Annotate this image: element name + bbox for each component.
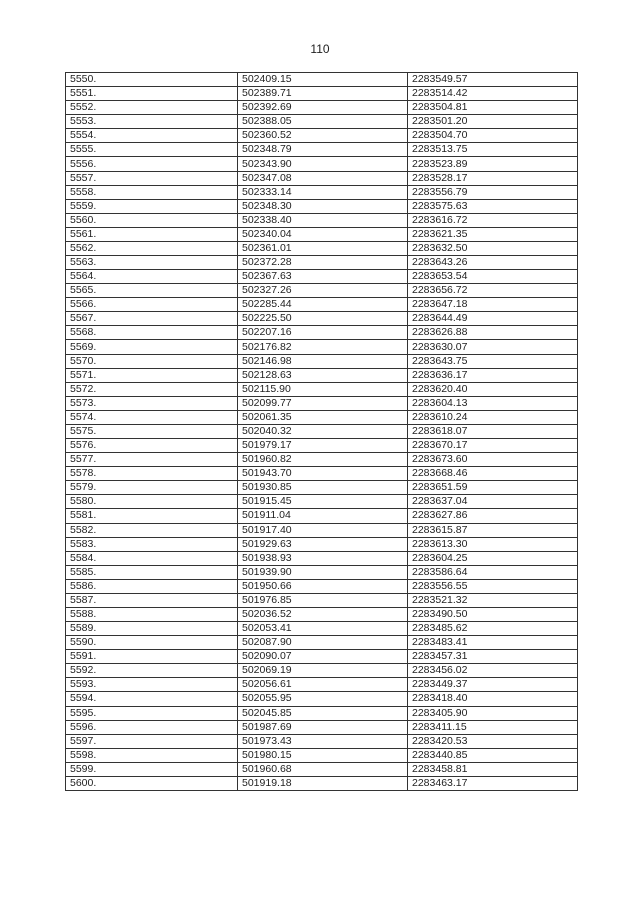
table-row xyxy=(66,692,578,706)
point-number-cell: 5572. xyxy=(66,382,238,396)
x-coordinate-cell: 502348.30 xyxy=(238,199,408,213)
x-coordinate-cell: 502115.90 xyxy=(238,382,408,396)
table-row xyxy=(66,748,578,762)
table-row xyxy=(66,115,578,129)
point-number-cell: 5557. xyxy=(66,171,238,185)
point-number-cell: 5590. xyxy=(66,636,238,650)
x-coordinate-cell: 502348.79 xyxy=(238,143,408,157)
table-row xyxy=(66,129,578,143)
x-coordinate-cell: 501938.93 xyxy=(238,551,408,565)
coordinates-table xyxy=(65,72,578,791)
y-coordinate-cell: 2283420.53 xyxy=(408,734,578,748)
x-coordinate-cell: 502087.90 xyxy=(238,636,408,650)
x-coordinate-cell: 501911.04 xyxy=(238,509,408,523)
x-coordinate-cell: 501973.43 xyxy=(238,734,408,748)
x-coordinate-cell: 502069.19 xyxy=(238,664,408,678)
x-coordinate-cell: 501960.68 xyxy=(238,762,408,776)
y-coordinate-cell: 2283610.24 xyxy=(408,410,578,424)
point-number-cell: 5594. xyxy=(66,692,238,706)
y-coordinate-cell: 2283621.35 xyxy=(408,227,578,241)
y-coordinate-cell: 2283411.15 xyxy=(408,720,578,734)
x-coordinate-cell: 502061.35 xyxy=(238,410,408,424)
x-coordinate-cell: 502372.28 xyxy=(238,256,408,270)
x-coordinate-cell: 502090.07 xyxy=(238,650,408,664)
table-row xyxy=(66,607,578,621)
y-coordinate-cell: 2283616.72 xyxy=(408,213,578,227)
y-coordinate-cell: 2283440.85 xyxy=(408,748,578,762)
y-coordinate-cell: 2283613.30 xyxy=(408,537,578,551)
y-coordinate-cell: 2283618.07 xyxy=(408,424,578,438)
point-number-cell: 5559. xyxy=(66,199,238,213)
y-coordinate-cell: 2283514.42 xyxy=(408,87,578,101)
point-number-cell: 5588. xyxy=(66,607,238,621)
table-row xyxy=(66,241,578,255)
x-coordinate-cell: 501943.70 xyxy=(238,467,408,481)
table-row xyxy=(66,101,578,115)
table-row xyxy=(66,453,578,467)
point-number-cell: 5565. xyxy=(66,284,238,298)
y-coordinate-cell: 2283637.04 xyxy=(408,495,578,509)
point-number-cell: 5575. xyxy=(66,424,238,438)
x-coordinate-cell: 502347.08 xyxy=(238,171,408,185)
point-number-cell: 5566. xyxy=(66,298,238,312)
y-coordinate-cell: 2283521.32 xyxy=(408,593,578,607)
table-row xyxy=(66,495,578,509)
x-coordinate-cell: 502361.01 xyxy=(238,241,408,255)
y-coordinate-cell: 2283668.46 xyxy=(408,467,578,481)
x-coordinate-cell: 501979.17 xyxy=(238,439,408,453)
point-number-cell: 5563. xyxy=(66,256,238,270)
table-row xyxy=(66,256,578,270)
table-row xyxy=(66,551,578,565)
y-coordinate-cell: 2283670.17 xyxy=(408,439,578,453)
point-number-cell: 5600. xyxy=(66,776,238,790)
y-coordinate-cell: 2283490.50 xyxy=(408,607,578,621)
table-row xyxy=(66,579,578,593)
y-coordinate-cell: 2283504.70 xyxy=(408,129,578,143)
point-number-cell: 5571. xyxy=(66,368,238,382)
y-coordinate-cell: 2283501.20 xyxy=(408,115,578,129)
point-number-cell: 5568. xyxy=(66,326,238,340)
y-coordinate-cell: 2283604.25 xyxy=(408,551,578,565)
table-row xyxy=(66,227,578,241)
point-number-cell: 5583. xyxy=(66,537,238,551)
y-coordinate-cell: 2283556.79 xyxy=(408,185,578,199)
point-number-cell: 5598. xyxy=(66,748,238,762)
x-coordinate-cell: 501929.63 xyxy=(238,537,408,551)
table-row xyxy=(66,298,578,312)
table-row xyxy=(66,87,578,101)
x-coordinate-cell: 502343.90 xyxy=(238,157,408,171)
y-coordinate-cell: 2283575.63 xyxy=(408,199,578,213)
table-row xyxy=(66,678,578,692)
x-coordinate-cell: 501919.18 xyxy=(238,776,408,790)
table-row xyxy=(66,537,578,551)
page-number: 110 xyxy=(310,42,330,56)
y-coordinate-cell: 2283513.75 xyxy=(408,143,578,157)
y-coordinate-cell: 2283528.17 xyxy=(408,171,578,185)
point-number-cell: 5587. xyxy=(66,593,238,607)
y-coordinate-cell: 2283632.50 xyxy=(408,241,578,255)
x-coordinate-cell: 502392.69 xyxy=(238,101,408,115)
point-number-cell: 5555. xyxy=(66,143,238,157)
point-number-cell: 5576. xyxy=(66,439,238,453)
y-coordinate-cell: 2283405.90 xyxy=(408,706,578,720)
x-coordinate-cell: 502285.44 xyxy=(238,298,408,312)
point-number-cell: 5580. xyxy=(66,495,238,509)
x-coordinate-cell: 502389.71 xyxy=(238,87,408,101)
x-coordinate-cell: 502327.26 xyxy=(238,284,408,298)
table-row xyxy=(66,312,578,326)
point-number-cell: 5564. xyxy=(66,270,238,284)
x-coordinate-cell: 501930.85 xyxy=(238,481,408,495)
y-coordinate-cell: 2283556.55 xyxy=(408,579,578,593)
table-row xyxy=(66,382,578,396)
y-coordinate-cell: 2283673.60 xyxy=(408,453,578,467)
table-row xyxy=(66,720,578,734)
table-row xyxy=(66,326,578,340)
point-number-cell: 5599. xyxy=(66,762,238,776)
coordinates-table-body xyxy=(66,73,578,791)
y-coordinate-cell: 2283449.37 xyxy=(408,678,578,692)
y-coordinate-cell: 2283626.88 xyxy=(408,326,578,340)
y-coordinate-cell: 2283483.41 xyxy=(408,636,578,650)
table-row xyxy=(66,368,578,382)
table-row xyxy=(66,157,578,171)
y-coordinate-cell: 2283485.62 xyxy=(408,622,578,636)
x-coordinate-cell: 502040.32 xyxy=(238,424,408,438)
point-number-cell: 5569. xyxy=(66,340,238,354)
x-coordinate-cell: 501939.90 xyxy=(238,565,408,579)
x-coordinate-cell: 502176.82 xyxy=(238,340,408,354)
table-row xyxy=(66,213,578,227)
x-coordinate-cell: 502360.52 xyxy=(238,129,408,143)
y-coordinate-cell: 2283418.40 xyxy=(408,692,578,706)
x-coordinate-cell: 501917.40 xyxy=(238,523,408,537)
y-coordinate-cell: 2283504.81 xyxy=(408,101,578,115)
point-number-cell: 5593. xyxy=(66,678,238,692)
point-number-cell: 5552. xyxy=(66,101,238,115)
table-row xyxy=(66,776,578,790)
x-coordinate-cell: 501960.82 xyxy=(238,453,408,467)
point-number-cell: 5562. xyxy=(66,241,238,255)
x-coordinate-cell: 502409.15 xyxy=(238,73,408,87)
y-coordinate-cell: 2283604.13 xyxy=(408,396,578,410)
x-coordinate-cell: 501950.66 xyxy=(238,579,408,593)
x-coordinate-cell: 502338.40 xyxy=(238,213,408,227)
table-row xyxy=(66,593,578,607)
table-row xyxy=(66,199,578,213)
table-row xyxy=(66,509,578,523)
point-number-cell: 5595. xyxy=(66,706,238,720)
point-number-cell: 5578. xyxy=(66,467,238,481)
y-coordinate-cell: 2283615.87 xyxy=(408,523,578,537)
table-row xyxy=(66,664,578,678)
y-coordinate-cell: 2283523.89 xyxy=(408,157,578,171)
y-coordinate-cell: 2283656.72 xyxy=(408,284,578,298)
point-number-cell: 5561. xyxy=(66,227,238,241)
table-row xyxy=(66,439,578,453)
table-row xyxy=(66,284,578,298)
point-number-cell: 5585. xyxy=(66,565,238,579)
y-coordinate-cell: 2283651.59 xyxy=(408,481,578,495)
point-number-cell: 5589. xyxy=(66,622,238,636)
point-number-cell: 5586. xyxy=(66,579,238,593)
table-row xyxy=(66,185,578,199)
table-row xyxy=(66,762,578,776)
x-coordinate-cell: 501976.85 xyxy=(238,593,408,607)
y-coordinate-cell: 2283458.81 xyxy=(408,762,578,776)
y-coordinate-cell: 2283647.18 xyxy=(408,298,578,312)
point-number-cell: 5573. xyxy=(66,396,238,410)
point-number-cell: 5553. xyxy=(66,115,238,129)
x-coordinate-cell: 502388.05 xyxy=(238,115,408,129)
point-number-cell: 5591. xyxy=(66,650,238,664)
table-row xyxy=(66,734,578,748)
y-coordinate-cell: 2283586.64 xyxy=(408,565,578,579)
point-number-cell: 5579. xyxy=(66,481,238,495)
y-coordinate-cell: 2283630.07 xyxy=(408,340,578,354)
point-number-cell: 5567. xyxy=(66,312,238,326)
x-coordinate-cell: 502367.63 xyxy=(238,270,408,284)
point-number-cell: 5551. xyxy=(66,87,238,101)
x-coordinate-cell: 501987.69 xyxy=(238,720,408,734)
point-number-cell: 5574. xyxy=(66,410,238,424)
table-row xyxy=(66,565,578,579)
table-row xyxy=(66,396,578,410)
table-row xyxy=(66,171,578,185)
y-coordinate-cell: 2283653.54 xyxy=(408,270,578,284)
table-row xyxy=(66,424,578,438)
table-row xyxy=(66,706,578,720)
point-number-cell: 5597. xyxy=(66,734,238,748)
table-row xyxy=(66,650,578,664)
x-coordinate-cell: 502207.16 xyxy=(238,326,408,340)
table-row xyxy=(66,636,578,650)
x-coordinate-cell: 502340.04 xyxy=(238,227,408,241)
point-number-cell: 5558. xyxy=(66,185,238,199)
point-number-cell: 5570. xyxy=(66,354,238,368)
table-row xyxy=(66,73,578,87)
y-coordinate-cell: 2283644.49 xyxy=(408,312,578,326)
y-coordinate-cell: 2283620.40 xyxy=(408,382,578,396)
x-coordinate-cell: 502128.63 xyxy=(238,368,408,382)
point-number-cell: 5592. xyxy=(66,664,238,678)
x-coordinate-cell: 502053.41 xyxy=(238,622,408,636)
x-coordinate-cell: 502099.77 xyxy=(238,396,408,410)
y-coordinate-cell: 2283463.17 xyxy=(408,776,578,790)
x-coordinate-cell: 502333.14 xyxy=(238,185,408,199)
x-coordinate-cell: 502225.50 xyxy=(238,312,408,326)
y-coordinate-cell: 2283643.26 xyxy=(408,256,578,270)
table-row xyxy=(66,340,578,354)
point-number-cell: 5596. xyxy=(66,720,238,734)
point-number-cell: 5560. xyxy=(66,213,238,227)
x-coordinate-cell: 502146.98 xyxy=(238,354,408,368)
table-row xyxy=(66,410,578,424)
table-row xyxy=(66,143,578,157)
point-number-cell: 5556. xyxy=(66,157,238,171)
table-row xyxy=(66,622,578,636)
x-coordinate-cell: 502045.85 xyxy=(238,706,408,720)
point-number-cell: 5581. xyxy=(66,509,238,523)
x-coordinate-cell: 502036.52 xyxy=(238,607,408,621)
point-number-cell: 5577. xyxy=(66,453,238,467)
x-coordinate-cell: 502056.61 xyxy=(238,678,408,692)
point-number-cell: 5554. xyxy=(66,129,238,143)
x-coordinate-cell: 501915.45 xyxy=(238,495,408,509)
point-number-cell: 5584. xyxy=(66,551,238,565)
y-coordinate-cell: 2283627.86 xyxy=(408,509,578,523)
table-row xyxy=(66,467,578,481)
table-row xyxy=(66,523,578,537)
table-row xyxy=(66,270,578,284)
table-row xyxy=(66,481,578,495)
y-coordinate-cell: 2283636.17 xyxy=(408,368,578,382)
x-coordinate-cell: 502055.95 xyxy=(238,692,408,706)
y-coordinate-cell: 2283643.75 xyxy=(408,354,578,368)
table-row xyxy=(66,354,578,368)
y-coordinate-cell: 2283456.02 xyxy=(408,664,578,678)
y-coordinate-cell: 2283549.57 xyxy=(408,73,578,87)
point-number-cell: 5550. xyxy=(66,73,238,87)
y-coordinate-cell: 2283457.31 xyxy=(408,650,578,664)
point-number-cell: 5582. xyxy=(66,523,238,537)
x-coordinate-cell: 501980.15 xyxy=(238,748,408,762)
